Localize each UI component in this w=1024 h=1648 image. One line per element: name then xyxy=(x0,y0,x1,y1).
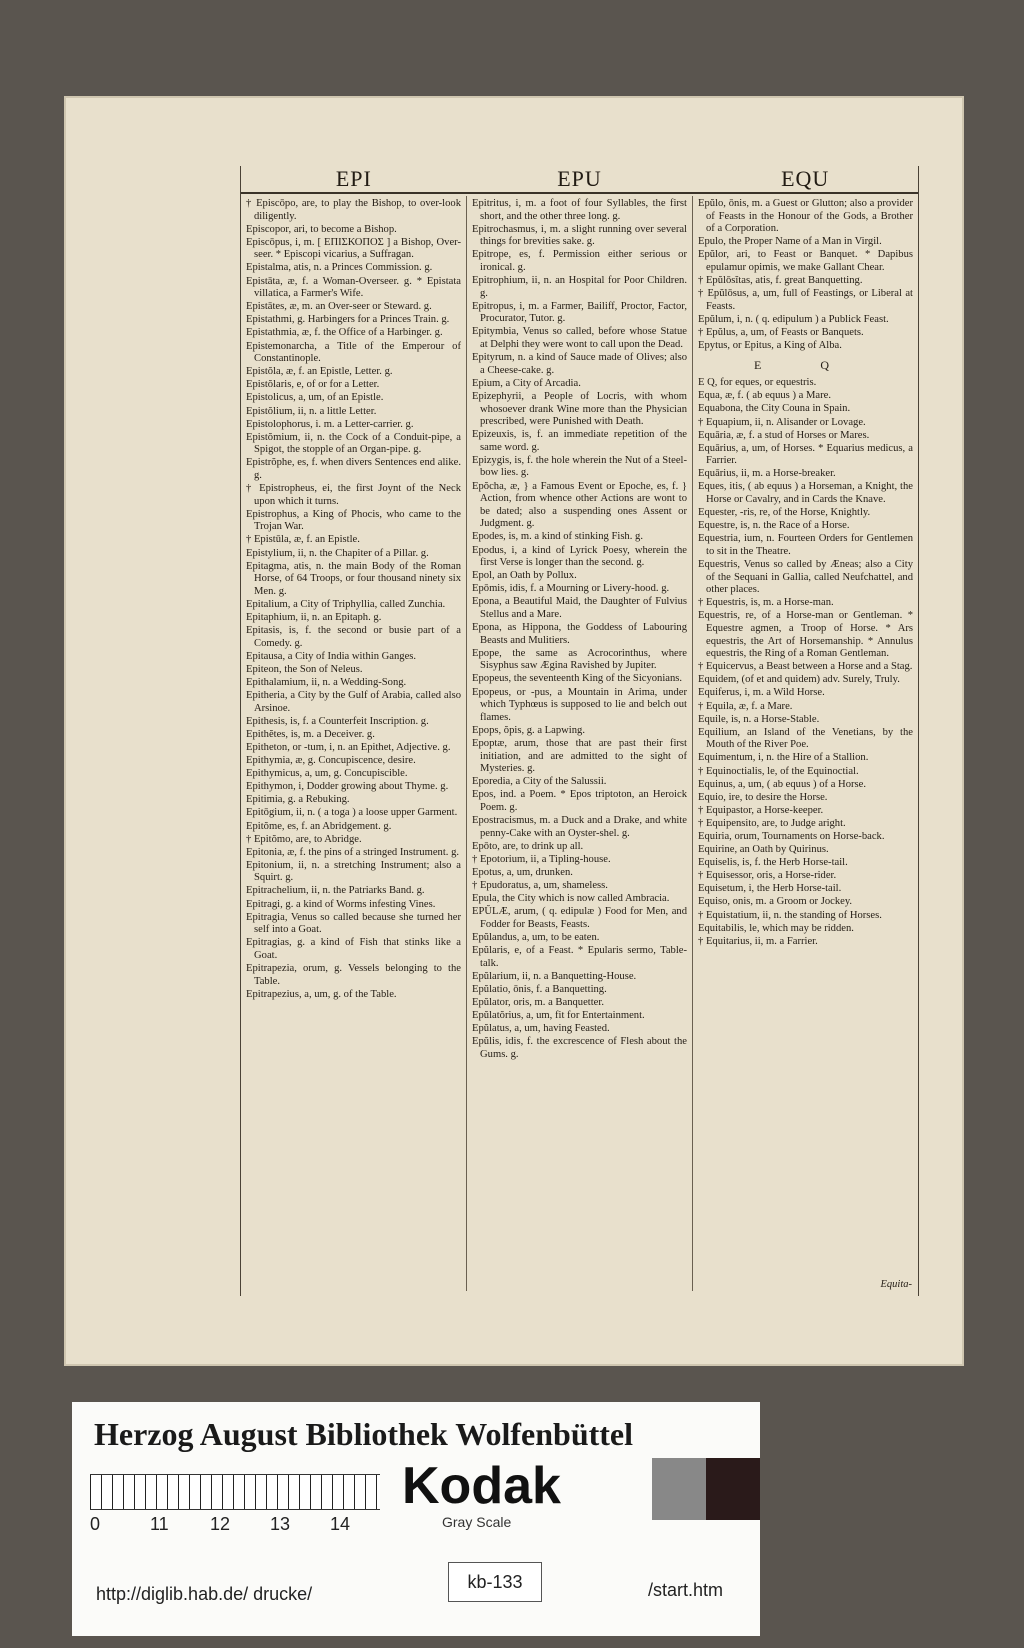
dictionary-entry: Epŭlatio, ōnis, f. a Banquetting. xyxy=(472,983,607,995)
dictionary-entry: Epityrum, n. a kind of Sauce made of Olives; also a Cheese-cake. g. xyxy=(472,352,687,376)
dictionary-entry: Eporedia, a City of the Salussii. xyxy=(472,776,607,788)
library-name: Herzog August Bibliothek Wolfenbüttel xyxy=(94,1416,634,1452)
dictionary-entry: Epistolophorus, i. m. a Letter-carrier. g. xyxy=(246,418,414,430)
dictionary-entry: Equestris, re, of a Horse-man or Gentleman. * Equestre agmen, a Troop of Horse. * Ars equestris, the Art of Horsemanship. * Annulus equestris, the Ring of a Roman Gentleman. xyxy=(698,610,913,660)
dictionary-entry: Equiso, onis, m. a Groom or Jockey. xyxy=(698,896,853,908)
dictionary-entry: Equester, -ris, re, of the Horse, Knightly. xyxy=(698,507,871,519)
column-middle xyxy=(467,196,693,1291)
dictionary-entry: Epistathmi, g. Harbingers for a Princes Train. g. xyxy=(246,314,450,326)
dictionary-entry: Epistathmia, æ, f. the Office of a Harbinger. g. xyxy=(246,327,443,339)
dictionary-entry: Epona, as Hippona, the Goddess of Labouring Beasts and Mulitiers. xyxy=(472,622,687,646)
dictionary-entry: † Equitarius, ii, m. a Farrier. xyxy=(698,935,818,947)
dictionary-entry: Epopeus, the seventeenth King of the Sicyonians. xyxy=(472,673,683,685)
dictionary-entry: Epodes, is, m. a kind of stinking Fish. g. xyxy=(472,531,643,543)
dictionary-entry: Equitabilis, le, which may be ridden. xyxy=(698,922,854,934)
column-left xyxy=(241,196,467,1291)
dictionary-entry: Epŭlandus, a, um, to be eaten. xyxy=(472,931,600,943)
dictionary-entry: Epizephyrii, a People of Locris, with whom whosoever drank Wine more than the Physician prescribed, were Punished with Death. xyxy=(472,390,687,428)
running-head xyxy=(241,166,918,194)
dictionary-entry: E Q xyxy=(754,357,857,372)
dictionary-entry: Epitrapezius, a, um, g. of the Table. xyxy=(246,988,397,1000)
start-link: /start.htm xyxy=(648,1580,724,1600)
kodak-logo: Kodak xyxy=(402,1457,561,1515)
ruler-number: 12 xyxy=(210,1514,231,1534)
dictionary-entry: Epitrophium, ii, n. an Hospital for Poor Children. g. xyxy=(472,275,687,299)
dictionary-entry: Epula, the City which is now called Ambracia. xyxy=(472,893,670,905)
gray-patch xyxy=(652,1458,706,1520)
column-right xyxy=(693,196,918,1291)
dictionary-entry: Epistrophus, a King of Phocis, who came to the Trojan War. xyxy=(246,508,461,533)
dictionary-entry: Equiferus, i, m. a Wild Horse. xyxy=(698,687,825,699)
ruler-number: 14 xyxy=(330,1514,351,1534)
dictionary-entry: Epōmis, idis, f. a Mourning or Livery-hood. g. xyxy=(472,583,670,595)
dark-patch xyxy=(706,1458,760,1520)
dictionary-entry: † Equicervus, a Beast between a Horse and a Stag. xyxy=(698,661,913,673)
dictionary-entry: E Q, for eques, or equestris. xyxy=(698,377,817,389)
dictionary-entry: Epizeuxis, is, f. an immediate repetition of the same word. g. xyxy=(472,429,687,453)
dictionary-entry: † Equistatium, ii, n. the standing of Horses. xyxy=(698,909,882,921)
dictionary-entry: Eques, itis, ( ab equus ) a Horseman, a Knight, the Horse or Cavalry, and in Cards the Knave. xyxy=(698,481,913,506)
catchword: Equita- xyxy=(880,1279,912,1290)
color-target-card xyxy=(72,1402,760,1636)
dictionary-entry: Equisetum, i, the Herb Horse-tail. xyxy=(698,883,842,895)
dictionary-entry: Epytus, or Epitus, a King of Alba. xyxy=(698,340,842,352)
dictionary-entry: Equārius, a, um, of Horses. * Equarius medicus, a Farrier. xyxy=(698,442,913,467)
dictionary-entry: Epŭlatŏrius, a, um, fit for Entertainment. xyxy=(472,1009,645,1021)
dictionary-entry: Epitaphium, ii, n. an Epitaph. g. xyxy=(246,612,382,623)
dictionary-entry: Equilium, an Island of the Venetians, by the Mouth of the River Poe. xyxy=(698,726,913,751)
shelf-code: kb-133 xyxy=(448,1562,542,1602)
dictionary-entry: † Equisessor, oris, a Horse-rider. xyxy=(698,870,837,882)
text-frame xyxy=(240,166,919,1296)
dictionary-entry: Epŏcha, æ, } a Famous Event or Epoche, es, f. } Action, from whence other Actions are wont to be dated; also a suspending ones Assent or Judgment. g. xyxy=(472,480,687,530)
dictionary-entry: Epitagma, atis, n. the main Body of the Roman Horse, of 64 Troops, or four thousand ninety six Men. g. xyxy=(246,560,461,597)
dictionary-entry: Equiria, orum, Tournaments on Horse-back. xyxy=(698,831,885,842)
dictionary-entry: Epitragias, g. a kind of Fish that stinks like a Goat. xyxy=(246,937,461,961)
dictionary-entry: Epostracismus, m. a Duck and a Drake, and white penny-Cake with an Oyster-shel. g. xyxy=(472,815,687,839)
dictionary-entry: † Equila, æ, f. a Mare. xyxy=(698,700,793,712)
dictionary-entry: Epithĕtes, is, m. a Deceiver. g. xyxy=(246,728,375,740)
dictionary-entry: Epitalium, a City of Triphyllia, called Zunchia. xyxy=(246,598,446,610)
dictionary-entry: Epistātes, æ, m. an Over-seer or Steward. g. xyxy=(246,301,432,313)
dictionary-entry: Epōto, are, to drink up all. xyxy=(472,840,584,852)
dictionary-entry: Epitragi, g. a kind of Worms infesting Vines. xyxy=(246,898,436,910)
dictionary-entry: Equāria, æ, f. a stud of Horses or Mares. xyxy=(698,429,870,441)
dictionary-entry: Epona, a Beautiful Maid, the Daughter of Fulvius Stellus and a Mare. xyxy=(472,596,687,620)
dictionary-entry: Epos, ind. a Poem. * Epos triptoton, an Heroick Poem. g. xyxy=(472,789,687,813)
ruler-scale xyxy=(90,1474,380,1510)
dictionary-entry: Epops, ŏpis, g. a Lapwing. xyxy=(472,724,585,736)
dictionary-entry: Epodus, i, a kind of Lyrick Poesy, wherein the first Verse is longer than the second. g. xyxy=(472,544,687,569)
dictionary-entry: Epitrope, es, f. Permission either serious or ironical. g. xyxy=(472,249,687,273)
dictionary-entry: Equārius, ii, m. a Horse-breaker. xyxy=(698,468,836,480)
dictionary-entry: Epitheria, a City by the Gulf of Arabia, called also Arsinoe. xyxy=(246,690,461,714)
dictionary-entry: Epistŏla, æ, f. an Epistle, Letter. g. xyxy=(246,366,393,378)
dictionary-entry: Epistolicus, a, um, of an Epistle. xyxy=(246,392,384,404)
dictionary-entry: Epistŏlium, ii, n. a little Letter. xyxy=(246,405,377,417)
dictionary-entry: Epithymicus, a, um, g. Concupiscible. xyxy=(246,768,408,780)
dictionary-entry: † Equipensito, are, to Judge aright. xyxy=(698,817,846,829)
dictionary-entry: Epistalma, atis, n. a Princes Commission. g. xyxy=(246,262,433,274)
dictionary-entry: Epitritus, i, m. a foot of four Syllables, the first short, and the other three long. g. xyxy=(472,198,687,222)
dictionary-entry: Episcopor, ari, to become a Bishop. xyxy=(246,223,397,235)
dictionary-entry: Equiselis, is, f. the Herb Horse-tail. xyxy=(698,857,848,869)
dictionary-entry: † Epŭlōsus, a, um, full of Feastings, or Liberal at Feasts. xyxy=(698,288,913,312)
dictionary-entry: Equile, is, n. a Horse-Stable. xyxy=(698,713,820,725)
dictionary-entry: † Epitŏmo, are, to Abridge. xyxy=(246,833,362,845)
dictionary-entry: Epitrapezia, orum, g. Vessels belonging to the Table. xyxy=(246,963,461,987)
dictionary-entry: Epŭlis, idis, f. the excrescence of Flesh about the Gums. g. xyxy=(472,1036,687,1060)
ruler-number: 11 xyxy=(150,1514,169,1534)
dictionary-entry: Epitonium, ii, n. a stretching Instrument; also a Squirt. g. xyxy=(246,859,461,884)
dictionary-entry: Equestris, Venus so called by Æneas; also a City of the Sequani in Gallia, called Neufchattel, and other places. xyxy=(698,559,913,596)
dictionary-entry: Epitrachelium, ii, n. the Patriarks Band. g. xyxy=(246,885,425,897)
dictionary-entry: Epŭlatus, a, um, having Feasted. xyxy=(472,1023,610,1034)
dictionary-entry: † Episcōpo, are, to play the Bishop, to over-look diligently. xyxy=(246,198,461,222)
dictionary-entry: Equestria, ium, n. Fourteen Orders for Gentlemen to sit in the Theatre. xyxy=(698,533,913,557)
dictionary-entry: Epistŏmium, ii, n. the Cock of a Conduit-pipe, a Spigot, the stopple of an Organ-pipe. g. xyxy=(246,431,461,456)
dictionary-entry: † Epotorium, ii, a Tipling-house. xyxy=(472,853,611,865)
dictionary-entry: Epitasis, is, f. the second or busie part of a Comedy. g. xyxy=(246,625,461,649)
dictionary-entry: Epitropus, i, m. a Farmer, Bailiff, Proctor, Factor, Procurator, Tutor. g. xyxy=(472,300,687,325)
ruler-numbers xyxy=(90,1514,390,1535)
dictionary-entry: † Epŭlōsĭtas, atis, f. great Banquetting. xyxy=(698,275,863,287)
dictionary-entry: Equabona, the City Couna in Spain. xyxy=(698,403,851,415)
dictionary-entry: Epoptæ, arum, those that are past their first initiation, and are admitted to the sight of Mysteries. g. xyxy=(472,737,687,775)
running-head-left: EPI xyxy=(335,166,372,191)
dictionary-entry: Epitonia, æ, f. the pins of a stringed Instrument. g. xyxy=(246,846,460,858)
dictionary-entry: Epithesis, is, f. a Counterfeit Inscription. g. xyxy=(246,715,429,727)
dictionary-entry: Equimentum, i, n. the Hire of a Stallion. xyxy=(698,752,869,764)
dictionary-entry: Epŭlator, oris, m. a Banquetter. xyxy=(472,996,604,1008)
dictionary-entry: Epithymon, i, Dodder growing about Thyme. g. xyxy=(246,781,449,793)
dictionary-entry: Epotus, a, um, drunken. xyxy=(472,866,573,878)
dictionary-entry: † Epudoratus, a, um, shameless. xyxy=(472,879,608,891)
book-page xyxy=(64,96,964,1366)
dictionary-entry: Equidem, (of et and quidem) adv. Surely, Truly. xyxy=(698,674,900,686)
source-url: http://diglib.hab.de/ drucke/ xyxy=(96,1584,313,1604)
dictionary-entry: Epitimia, g. a Rebuking. xyxy=(246,794,350,806)
dictionary-entry: Epŭlum, i, n. ( q. edipulum ) a Publick Feast. xyxy=(698,313,889,325)
dictionary-entry: Epitōgium, ii, n. ( a toga ) a loose upper Garment. xyxy=(246,807,458,819)
dictionary-entry: † Equapium, ii, n. Alisander or Lovage. xyxy=(698,416,866,428)
ruler-number: 13 xyxy=(270,1514,291,1534)
running-head-center: EPU xyxy=(557,166,602,191)
dictionary-entry: Epitymbia, Venus so called, before whose Statue at Delphi they were wont to call upon the Dead. xyxy=(472,326,687,351)
dictionary-entry: Epizygis, is, f. the hole wherein the Nut of a Steel-bow lies. g. xyxy=(472,454,687,479)
dictionary-entry: Epithymia, æ, g. Concupiscence, desire. xyxy=(246,755,416,767)
dictionary-entry: Epŭlarium, ii, n. a Banquetting-House. xyxy=(472,970,637,982)
dictionary-entry: Epiteon, the Son of Neleus. xyxy=(246,663,363,675)
dictionary-entry: Epithalamium, ii, n. a Wedding-Song. xyxy=(246,676,407,688)
dictionary-entry: Epitheton, or -tum, i, n. an Epithet, Adjective. g. xyxy=(246,741,451,753)
dictionary-entry: Epope, the same as Acrocorinthus, where Sisyphus saw Ægina Ravished by Jupiter. xyxy=(472,647,687,672)
dictionary-entry: Epistylium, ii, n. the Chapiter of a Pillar. g. xyxy=(246,547,429,559)
dictionary-entry: Epol, an Oath by Pollux. xyxy=(472,570,577,582)
dictionary-entry: Epŭlaris, e, of a Feast. * Epularis sermo, Table-talk. xyxy=(472,944,687,969)
dictionary-entry: † Epistropheus, ei, the first Joynt of the Neck upon which it turns. xyxy=(246,483,461,507)
dictionary-entry: Epitausa, a City of India within Ganges. xyxy=(246,650,417,662)
dictionary-entry: † Epŭlus, a, um, of Feasts or Banquets. xyxy=(698,326,864,338)
dictionary-entry: † Equipastor, a Horse-keeper. xyxy=(698,804,824,816)
dictionary-entry: † Equinoctialis, le, of the Equinoctial. xyxy=(698,765,859,777)
ruler-number: 0 xyxy=(90,1514,101,1534)
dictionary-entry: Epistrŏphe, es, f. when divers Sentences end alike. g. xyxy=(246,457,461,481)
dictionary-entry: Epistŏlaris, e, of or for a Letter. xyxy=(246,379,380,391)
dictionary-entry: EPŬLÆ, arum, ( q. edipulæ ) Food for Men, and Fodder for Beasts, Feasts. xyxy=(472,906,687,930)
dictionary-entry: Epulo, the Proper Name of a Man in Virgil. xyxy=(698,236,882,248)
dictionary-entry: Epistemonarcha, a Title of the Emperour of Constantinople. xyxy=(246,340,461,365)
dictionary-entry: Epitragia, Venus so called because she turned her self into a Goat. xyxy=(246,911,461,936)
dictionary-entry: Epŭlo, ōnis, m. a Guest or Glutton; also a provider of Feasts in the Honour of the Gods, a Brother of a Corporation. xyxy=(698,198,913,235)
dictionary-entry: Epitŏme, es, f. an Abridgement. g. xyxy=(246,820,392,832)
dictionary-entry: Epitrochasmus, i, m. a slight running over several things for brevities sake. g. xyxy=(472,223,687,248)
dictionary-entry: Epŭlor, ari, to Feast or Banquet. * Dapibus epulamur opimis, we make Gallant Chear. xyxy=(698,249,913,273)
dictionary-entry: Episcōpus, i, m. [ ΕΠΙΣΚΟΠΟΣ ] a Bishop, Over-seer. * Episcopi vicarius, a Suffragan. xyxy=(246,236,461,261)
dictionary-entry: † Equestris, is, m. a Horse-man. xyxy=(698,597,834,609)
gray-scale-label: Gray Scale xyxy=(442,1514,512,1530)
dictionary-entry: Equestre, is, n. the Race of a Horse. xyxy=(698,520,850,532)
dictionary-entry: † Epistūla, æ, f. an Epistle. xyxy=(246,534,360,546)
dictionary-entry: Epopeus, or -pus, a Mountain in Arima, under which Typhœus is supposed to lie and belch out flames. xyxy=(472,686,687,723)
dictionary-entry: Equio, ire, to desire the Horse. xyxy=(698,791,828,803)
dictionary-entry: Equirine, an Oath by Quirinus. xyxy=(698,844,829,856)
dictionary-entry: Equa, æ, f. ( ab equus ) a Mare. xyxy=(698,390,831,402)
dictionary-entry: Equinus, a, um, ( ab equus ) of a Horse. xyxy=(698,778,866,790)
running-head-right: EQU xyxy=(781,166,830,191)
dictionary-entry: Epium, a City of Arcadia. xyxy=(472,377,581,389)
dictionary-columns xyxy=(241,196,918,1291)
dictionary-entry: Epistāta, æ, f. a Woman-Overseer. g. * Epistata villatica, a Farmer's Wife. xyxy=(246,275,461,300)
